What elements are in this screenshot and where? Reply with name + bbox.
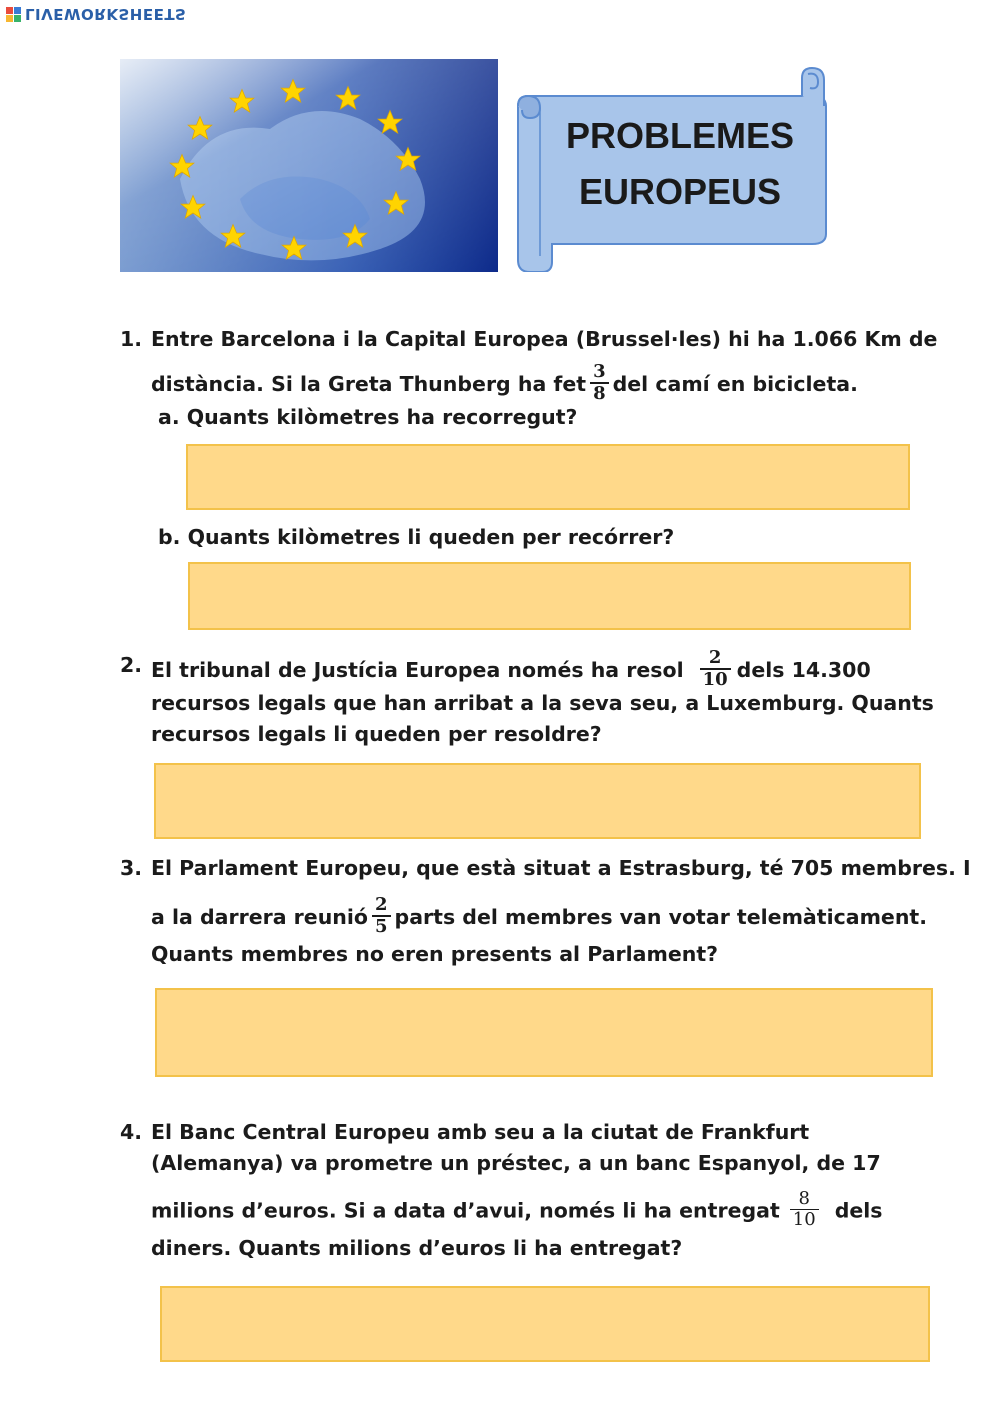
problem-2 <box>120 647 940 750</box>
answer-box-1b[interactable] <box>188 562 911 630</box>
problem-text: diners. Quants milions d’euros li ha entregat? <box>151 1236 683 1260</box>
answer-box-2[interactable] <box>154 763 921 839</box>
fraction: $\frac{3}{8}$ <box>590 362 609 404</box>
problem-4 <box>120 1117 940 1267</box>
fraction: $\frac{8}{10}$ <box>790 1189 819 1230</box>
problem-number: 2. <box>120 653 143 677</box>
problem-number: 4. <box>120 1120 143 1144</box>
brand-logo <box>6 4 186 24</box>
problem-text: milions d’euros. Si a data d’avui, només li ha entregat $\frac{8}{10}$ dels <box>151 1188 883 1230</box>
fraction: $\frac{2}{5}$ <box>372 895 391 937</box>
problem-1b <box>120 522 940 556</box>
brand-name: LIVEWORKSHEETS <box>25 5 187 23</box>
eu-map-flag-image <box>120 59 498 272</box>
problem-1 <box>120 324 940 444</box>
sub-question-a: a. Quants kilòmetres ha recorregut? <box>158 405 578 429</box>
page-title: PROBLEMES EUROPEUS <box>565 115 795 212</box>
problem-number: 3. <box>120 856 143 880</box>
answer-box-1a[interactable] <box>186 444 910 510</box>
sub-question-b: b. Quants kilòmetres li queden per recórrer? <box>158 525 675 549</box>
problem-text: El tribunal de Justícia Europea només ha resol $\frac{2}{10}$ dels 14.300 <box>151 647 871 690</box>
answer-box-4[interactable] <box>160 1286 930 1362</box>
problem-number: 1. <box>120 327 143 351</box>
brand-squares-icon <box>6 7 21 22</box>
problem-text: distància. Si la Greta Thunberg ha fet $\frac{3}{8}$ del camí en bicicleta. <box>151 361 858 404</box>
problem-text: recursos legals li queden per resoldre? <box>151 722 602 746</box>
problem-text: (Alemanya) va prometre un préstec, a un banc Espanyol, de 17 <box>151 1151 881 1175</box>
problem-text: El Parlament Europeu, que està situat a Estrasburg, té 705 membres. I <box>151 856 971 880</box>
fraction: $\frac{2}{10}$ <box>700 648 731 690</box>
problem-text: Entre Barcelona i la Capital Europea (Brussel·les) hi ha 1.066 Km de <box>151 327 938 351</box>
problem-3 <box>120 853 971 973</box>
answer-box-3[interactable] <box>155 988 933 1077</box>
problem-text: El Banc Central Europeu amb seu a la ciutat de Frankfurt <box>151 1120 810 1144</box>
problem-text: a la darrera reunió $\frac{2}{5}$ parts del membres van votar telemàticament. <box>151 894 928 937</box>
problem-text: recursos legals que han arribat a la seva seu, a Luxemburg. Quants <box>151 691 934 715</box>
problem-text: Quants membres no eren presents al Parlament? <box>151 942 719 966</box>
